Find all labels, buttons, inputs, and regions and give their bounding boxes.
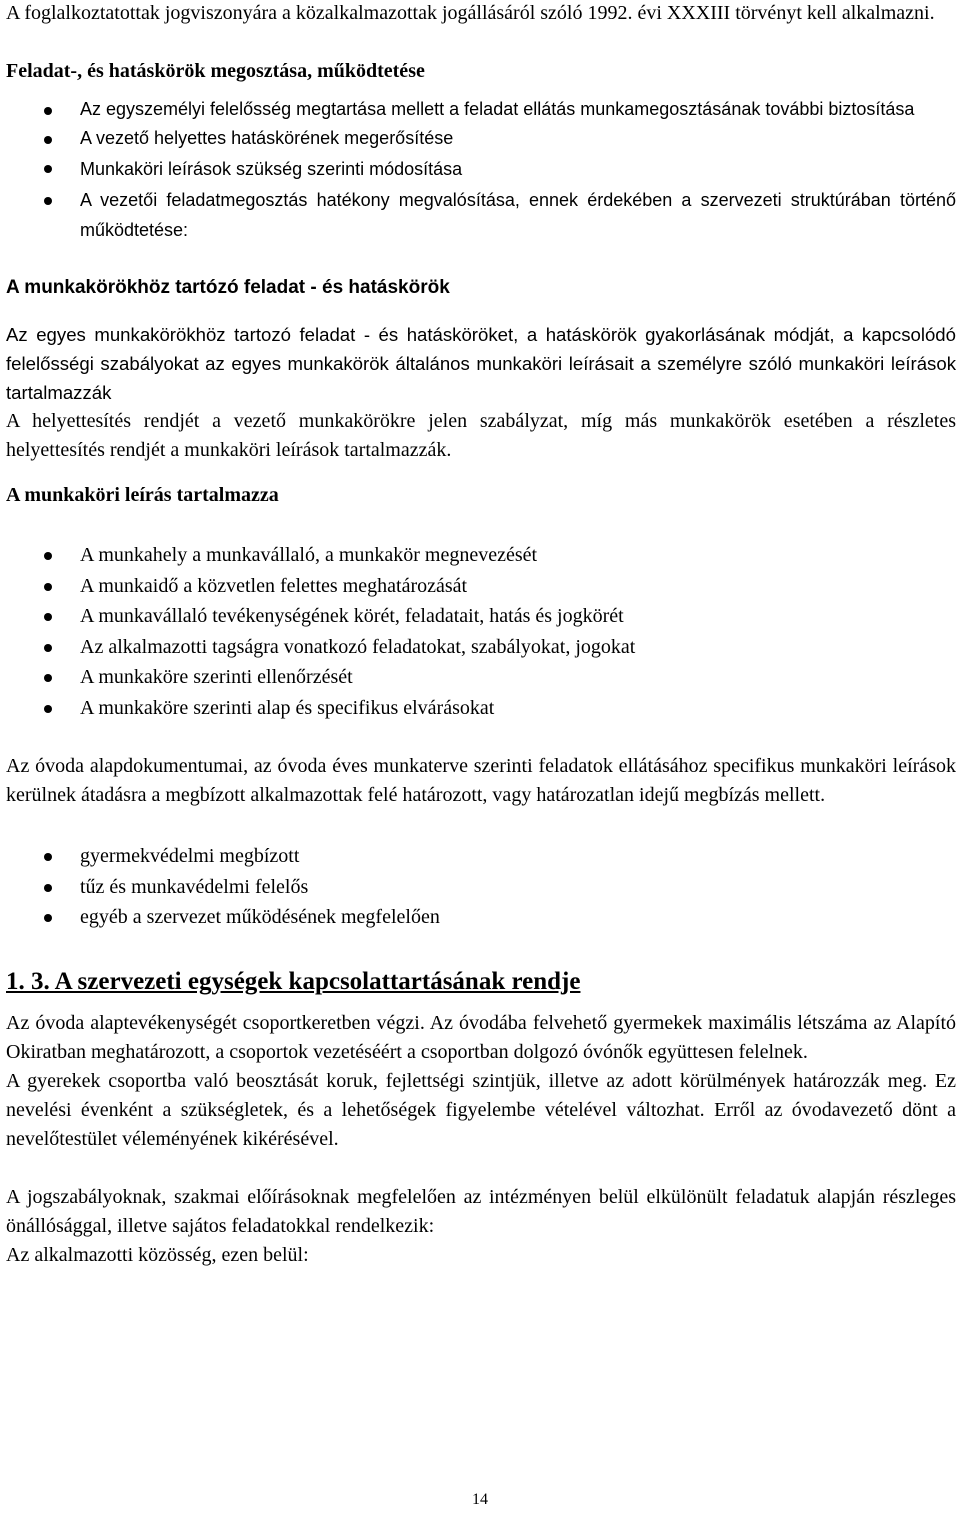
specific-job-descriptions-paragraph: Az óvoda alapdokumentumai, az óvoda éves munkaterve szerinti feladatok ellátásához specifikus munkaköri leírások kerülnek átadásra a megbízott alkalmazottak felé határozott, vagy határozatlan idejű megbízás mellett. bbox=[6, 755, 956, 806]
bullet-icon bbox=[44, 583, 52, 591]
list-item: Az egyszemélyi felelősség megtartása mellett a feladat ellátás munkamegosztásának további biztosítása bbox=[6, 95, 956, 124]
bullet-icon bbox=[44, 165, 52, 173]
list-item: A munkahely a munkavállaló, a munkakör megnevezését bbox=[6, 540, 956, 571]
task-list bbox=[6, 95, 956, 245]
bullet-icon bbox=[44, 644, 52, 652]
list-item: Az alkalmazotti tagságra vonatkozó feladatokat, szabályokat, jogokat bbox=[6, 632, 956, 663]
intro-paragraph: A foglalkoztatottak jogviszonyára a közalkalmazottak jogállásáról szóló 1992. évi XXXIII törvényt kell alkalmazni. bbox=[6, 2, 935, 24]
appointee-list bbox=[6, 841, 956, 933]
staff-community-paragraph: Az alkalmazotti közösség, ezen belül: bbox=[6, 1243, 309, 1266]
section-heading-job-description: A munkaköri leírás tartalmazza bbox=[6, 484, 279, 506]
list-item: A munkaköre szerinti alap és specifikus elvárásokat bbox=[6, 693, 956, 724]
list-item: A munkaidő a közvetlen felettes meghatározását bbox=[6, 571, 956, 602]
bullet-icon bbox=[44, 107, 52, 115]
bullet-icon bbox=[44, 853, 52, 861]
bullet-icon bbox=[44, 884, 52, 892]
list-item: tűz és munkavédelmi felelős bbox=[6, 872, 956, 903]
group-assignment-paragraph: A gyerekek csoportba való beosztását koruk, fejlettségi szintjük, illetve az adott körülmények határozzák meg. Ez nevelési évenként a szükségletek, és a lehetőségek figyelembe vételével változhat. Erről az óvodavezető dönt a nevelőtestület véleményének kikérésével. bbox=[6, 1069, 956, 1150]
list-item: A vezetői feladatmegosztás hatékony megvalósítása, ennek érdekében a szervezeti struktúrában történő működtetése: bbox=[6, 185, 956, 245]
autonomy-paragraph: A jogszabályoknak, szakmai előírásoknak megfelelően az intézményen belül elkülönült feladatuk alapján részleges önállósággal, illetve sajátos feladatokkal rendelkezik: bbox=[6, 1185, 956, 1237]
section-heading-competencies: A munkakörökhöz tartózó feladat - és hatáskörök bbox=[6, 277, 450, 298]
list-item: Munkaköri leírások szükség szerinti módosítása bbox=[6, 153, 956, 185]
substitution-paragraph: A helyettesítés rendjét a vezető munkakörökre jelen szabályzat, míg más munkakörök esetében a részletes helyettesítés rendjét a munkaköri leírások tartalmazzák. bbox=[6, 410, 956, 461]
bullet-icon bbox=[44, 914, 52, 922]
bullet-icon bbox=[44, 613, 52, 621]
bullet-icon bbox=[44, 136, 52, 144]
list-item: gyermekvédelmi megbízott bbox=[6, 841, 956, 872]
bullet-icon bbox=[44, 674, 52, 682]
document-page bbox=[6, 0, 956, 1270]
section-heading-tasks: Feladat-, és hatáskörök megosztása, működtetése bbox=[6, 60, 425, 82]
bullet-icon bbox=[44, 705, 52, 713]
list-item: A munkaköre szerinti ellenőrzését bbox=[6, 662, 956, 693]
group-organization-paragraph: Az óvoda alaptevékenységét csoportkeretben végzi. Az óvodába felvehető gyermekek maximális létszáma az Alapító Okiratban meghatározott, a csoportok vezetéséért a csoportban dolgozó óvónők együttesen felelnek. bbox=[6, 1011, 956, 1063]
list-item: A munkavállaló tevékenységének körét, feladatait, hatás és jogkörét bbox=[6, 601, 956, 632]
page-number: 14 bbox=[472, 1491, 488, 1508]
job-description-list bbox=[6, 540, 956, 723]
bullet-icon bbox=[44, 197, 52, 205]
list-item: egyéb a szervezet működésének megfelelően bbox=[6, 902, 956, 933]
section-title-contact-order: 1. 3. A szervezeti egységek kapcsolattartásának rendje bbox=[6, 967, 581, 995]
competencies-paragraph: Az egyes munkakörökhöz tartozó feladat - és hatásköröket, a hatáskörök gyakorlásának módját, a kapcsolódó felelősségi szabályokat az egyes munkakörök általános munkaköri leírásait a személyre szóló munkaköri leírások tartalmazzák bbox=[6, 324, 956, 403]
list-item: A vezető helyettes hatáskörének megerősítése bbox=[6, 124, 956, 153]
bullet-icon bbox=[44, 552, 52, 560]
